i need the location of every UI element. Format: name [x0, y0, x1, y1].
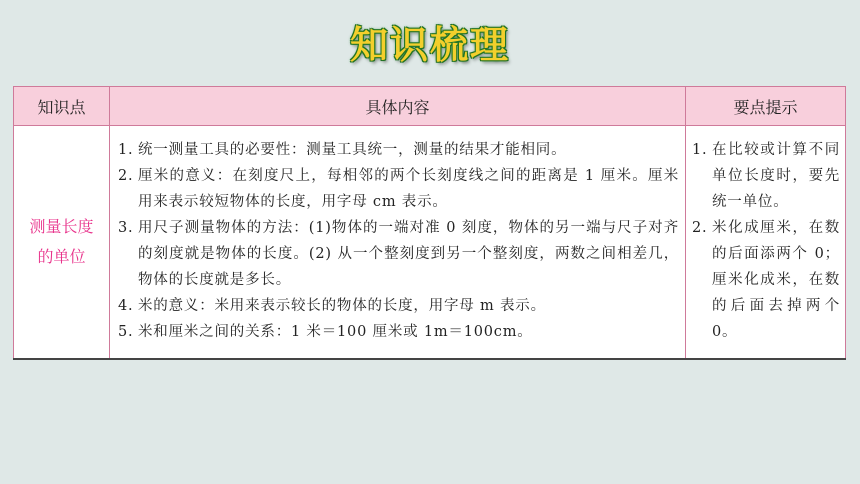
item-text: 厘米的意义：在刻度尺上，每相邻的两个长刻度线之间的距离是 1 厘米。厘米用来表示较短物体的长度，用字母 cm 表示。 — [138, 168, 679, 210]
header-tips: 要点提示 — [686, 87, 846, 126]
page-title: 知识梳理 — [349, 23, 510, 67]
table-row — [14, 126, 846, 360]
item-number: 1. — [118, 142, 134, 158]
item-number: 1. — [692, 142, 708, 158]
item-number: 2. — [118, 168, 134, 184]
item-text: 统一测量工具的必要性：测量工具统一，测量的结果才能相同。 — [138, 142, 567, 158]
table-header-row — [14, 87, 846, 126]
item-text: 用尺子测量物体的方法：(1)物体的一端对准 0 刻度，物体的另一端与尺子对齐的刻度就是物体的长度。(2) 从一个整刻度到另一个整刻度，两数之间相差几，物体的长度就是多长。 — [138, 220, 679, 288]
item-text: 米和厘米之间的关系：1 米＝100 厘米或 1m＝100cm。 — [138, 324, 533, 340]
topic-line-2: 的单位 — [37, 247, 86, 266]
content-item — [114, 163, 679, 215]
tips-list — [688, 137, 840, 345]
tip-item — [688, 215, 840, 345]
item-number: 4. — [118, 298, 134, 314]
content-list — [114, 137, 679, 345]
item-number: 2. — [692, 220, 708, 236]
tips-cell — [686, 126, 846, 360]
content-item — [114, 215, 679, 293]
content-item — [114, 319, 679, 345]
header-knowledge-point: 知识点 — [14, 87, 110, 126]
topic-cell — [14, 126, 110, 360]
header-content: 具体内容 — [110, 87, 686, 126]
content-item — [114, 137, 679, 163]
item-number: 3. — [118, 220, 134, 236]
item-text: 在比较或计算不同单位长度时，要先统一单位。 — [712, 142, 840, 210]
topic-line-1: 测量长度 — [29, 217, 94, 236]
content-item — [114, 293, 679, 319]
item-text: 米化成厘米，在数的后面添两个 0；厘米化成米，在数的后面去掉两个 0。 — [712, 220, 840, 340]
content-cell — [110, 126, 686, 360]
tip-item — [688, 137, 840, 215]
item-number: 5. — [118, 324, 134, 340]
item-text: 米的意义：米用来表示较长的物体的长度，用字母 m 表示。 — [138, 298, 546, 314]
knowledge-table — [13, 86, 846, 360]
